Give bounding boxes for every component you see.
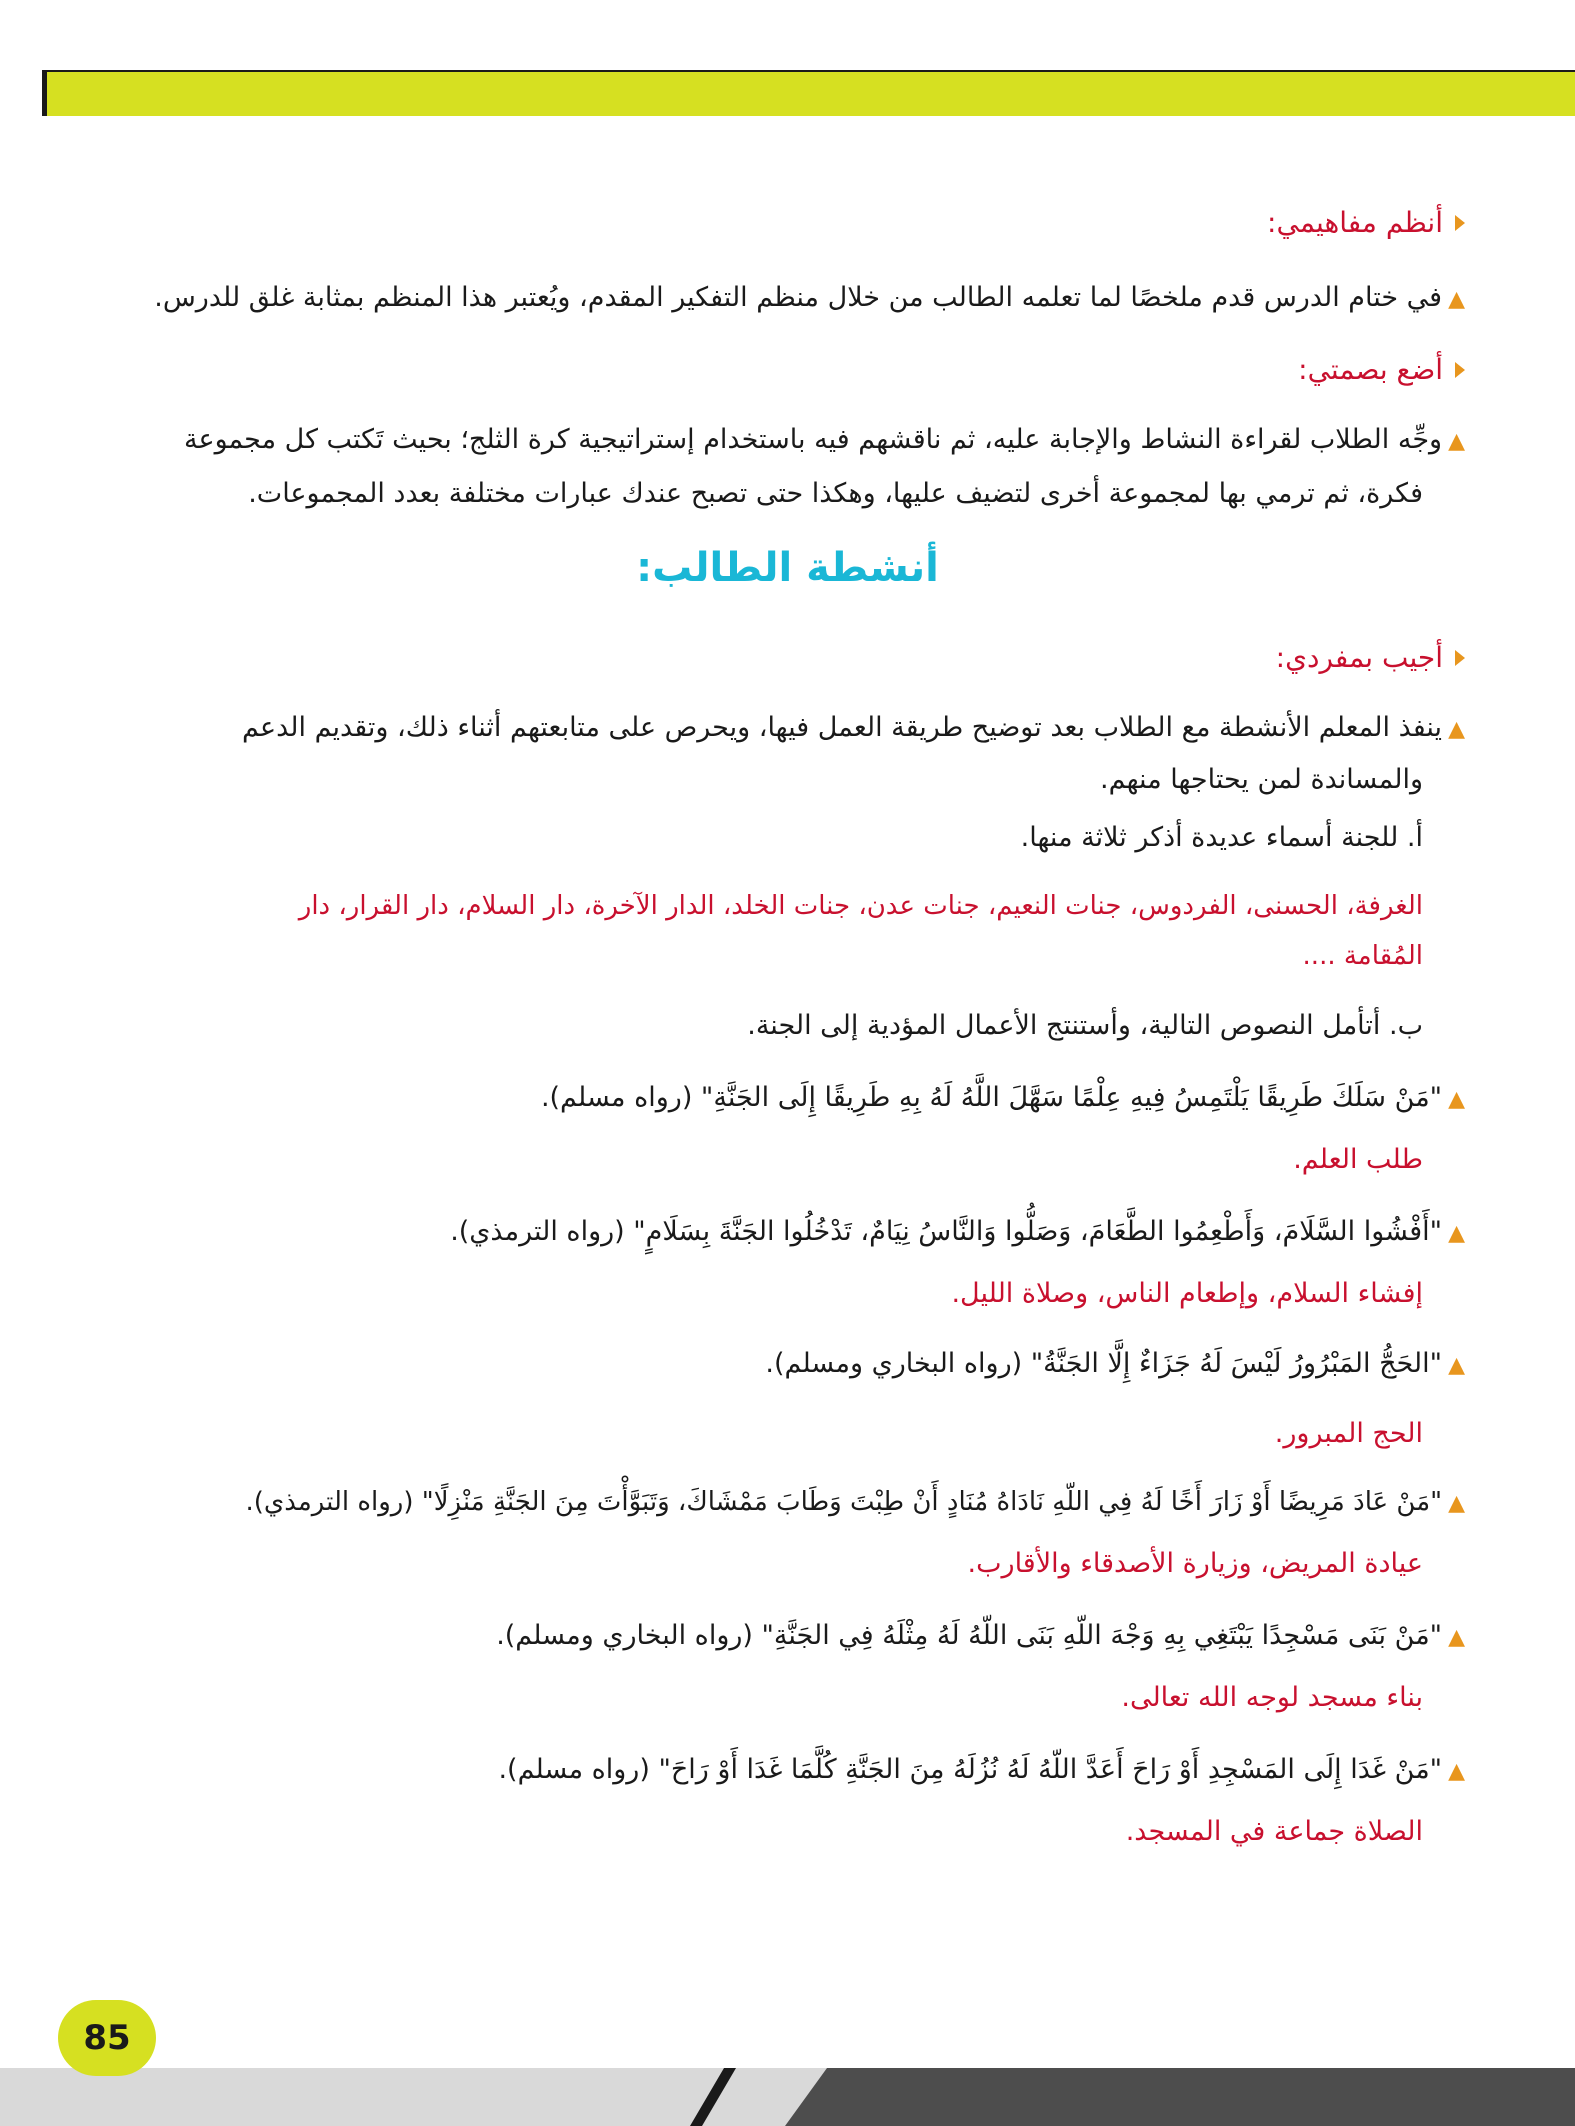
bullet-icon: ▲ [1448, 717, 1465, 742]
paragraph-answer-line1: ▲ينفذ المعلم الأنشطة مع الطلاب بعد توضيح طريقة العمل فيها، ويحرص على متابعتهم أثناء ذلك، وتقديم الدعم [242, 712, 1465, 743]
paragraph-imprint-line1: ▲وجِّه الطلاب لقراءة النشاط والإجابة عليه، ثم ناقشهم فيه باستخدام إستراتيجية كرة الثلج؛ بحيث تَكتب كل مجموعة [184, 424, 1465, 455]
hadith-2: ▲"أَفْشُوا السَّلَامَ، وَأَطْعِمُوا الطَّعَامَ، وَصَلُّوا وَالنَّاسُ نِيَامٌ، تَدْخُلُوا الجَنَّةَ بِسَلَامٍ" (رواه الترمذي). [450, 1216, 1465, 1247]
hadith-6: ▲"مَنْ غَدَا إِلَى المَسْجِدِ أَوْ رَاحَ أَعَدَّ اللّهُ لَهُ نُزُلَهُ مِنَ الجَنَّةِ كُلَّمَا غَدَا أَوْ رَاحَ" (رواه مسلم). [498, 1754, 1465, 1785]
question-b: ب. أتأمل النصوص التالية، وأستنتج الأعمال المؤدية إلى الجنة. [747, 1010, 1423, 1041]
paragraph-organize: ▲في ختام الدرس قدم ملخصًا لما تعلمه الطالب من خلال منظم التفكير المقدم، ويُعتبر هذا المنظم بمثابة غلق للدرس. [154, 282, 1465, 313]
bullet-icon: ▲ [1448, 429, 1465, 454]
heading-my-imprint: أضع بصمتي: [1298, 352, 1465, 388]
bullet-icon: ▲ [1448, 1087, 1465, 1112]
bullet-icon: ▲ [1448, 1625, 1465, 1650]
activities-title: أنشطة الطالب: [636, 545, 939, 591]
hadith-1: ▲"مَنْ سَلَكَ طَرِيقًا يَلْتَمِسُ فِيهِ عِلْمًا سَهَّلَ اللَّهُ لَهُ بِهِ طَرِيقًا إِلَى الجَنَّةِ" (رواه مسلم). [540, 1082, 1465, 1113]
answer-a-line1: الغرفة، الحسنى، الفردوس، جنات النعيم، جنات عدن، جنات الخلد، الدار الآخرة، دار السلام، دار القرار، دار [298, 891, 1423, 921]
hadith-3-answer: الحج المبرور. [1274, 1418, 1423, 1449]
bullet-icon: ▲ [1448, 1221, 1465, 1246]
question-a: أ. للجنة أسماء عديدة أذكر ثلاثة منها. [1020, 822, 1423, 853]
hadith-4-answer: عيادة المريض، وزيارة الأصدقاء والأقارب. [967, 1548, 1423, 1579]
bottom-footer-dark-band [785, 2068, 1575, 2126]
hadith-2-answer: إفشاء السلام، وإطعام الناس، وصلاة الليل. [951, 1278, 1423, 1309]
page-number: 85 [58, 2000, 156, 2076]
bullet-icon: ▲ [1448, 287, 1465, 312]
answer-a-line2: المُقامة .... [1302, 941, 1423, 971]
hadith-6-answer: الصلاة جماعة في المسجد. [1125, 1816, 1423, 1847]
heading-organize-concepts: أنظم مفاهيمي: [1267, 205, 1465, 241]
triangle-bullet-icon [1455, 215, 1465, 231]
hadith-5-answer: بناء مسجد لوجه الله تعالى. [1121, 1682, 1423, 1713]
heading-answer-alone: أجيب بمفردي: [1276, 640, 1465, 676]
triangle-bullet-icon [1455, 362, 1465, 378]
hadith-3: ▲"الحَجُّ المَبْرُورُ لَيْسَ لَهُ جَزَاءٌ إِلَّا الجَنَّةُ" (رواه البخاري ومسلم). [765, 1348, 1465, 1379]
paragraph-answer-line2: والمساندة لمن يحتاجها منهم. [1100, 764, 1423, 795]
top-accent-bar [42, 70, 1575, 116]
bullet-icon: ▲ [1448, 1759, 1465, 1784]
hadith-1-answer: طلب العلم. [1293, 1144, 1423, 1175]
paragraph-imprint-line2: فكرة، ثم ترمي بها لمجموعة أخرى لتضيف عليها، وهكذا حتى تصبح عندك عبارات مختلفة بعدد المجموعات. [248, 478, 1423, 509]
bullet-icon: ▲ [1448, 1353, 1465, 1378]
bullet-icon: ▲ [1448, 1491, 1465, 1516]
hadith-5: ▲"مَنْ بَنَى مَسْجِدًا يَبْتَغِي بِهِ وَجْهَ اللّهِ بَنَى اللّهُ لَهُ مِثْلَهُ فِي الجَنَّةِ" (رواه البخاري ومسلم). [496, 1620, 1465, 1651]
hadith-4: ▲"مَنْ عَادَ مَرِيضًا أَوْ زَارَ أَخًا لَهُ فِي اللّهِ نَادَاهُ مُنَادٍ أَنْ طِبْتَ وَطَابَ مَمْشَاكَ، وَتَبَوَّأْتَ مِنَ الجَنَّةِ مَنْزِلًا" (رواه الترمذي). [245, 1487, 1465, 1517]
triangle-bullet-icon [1455, 650, 1465, 666]
